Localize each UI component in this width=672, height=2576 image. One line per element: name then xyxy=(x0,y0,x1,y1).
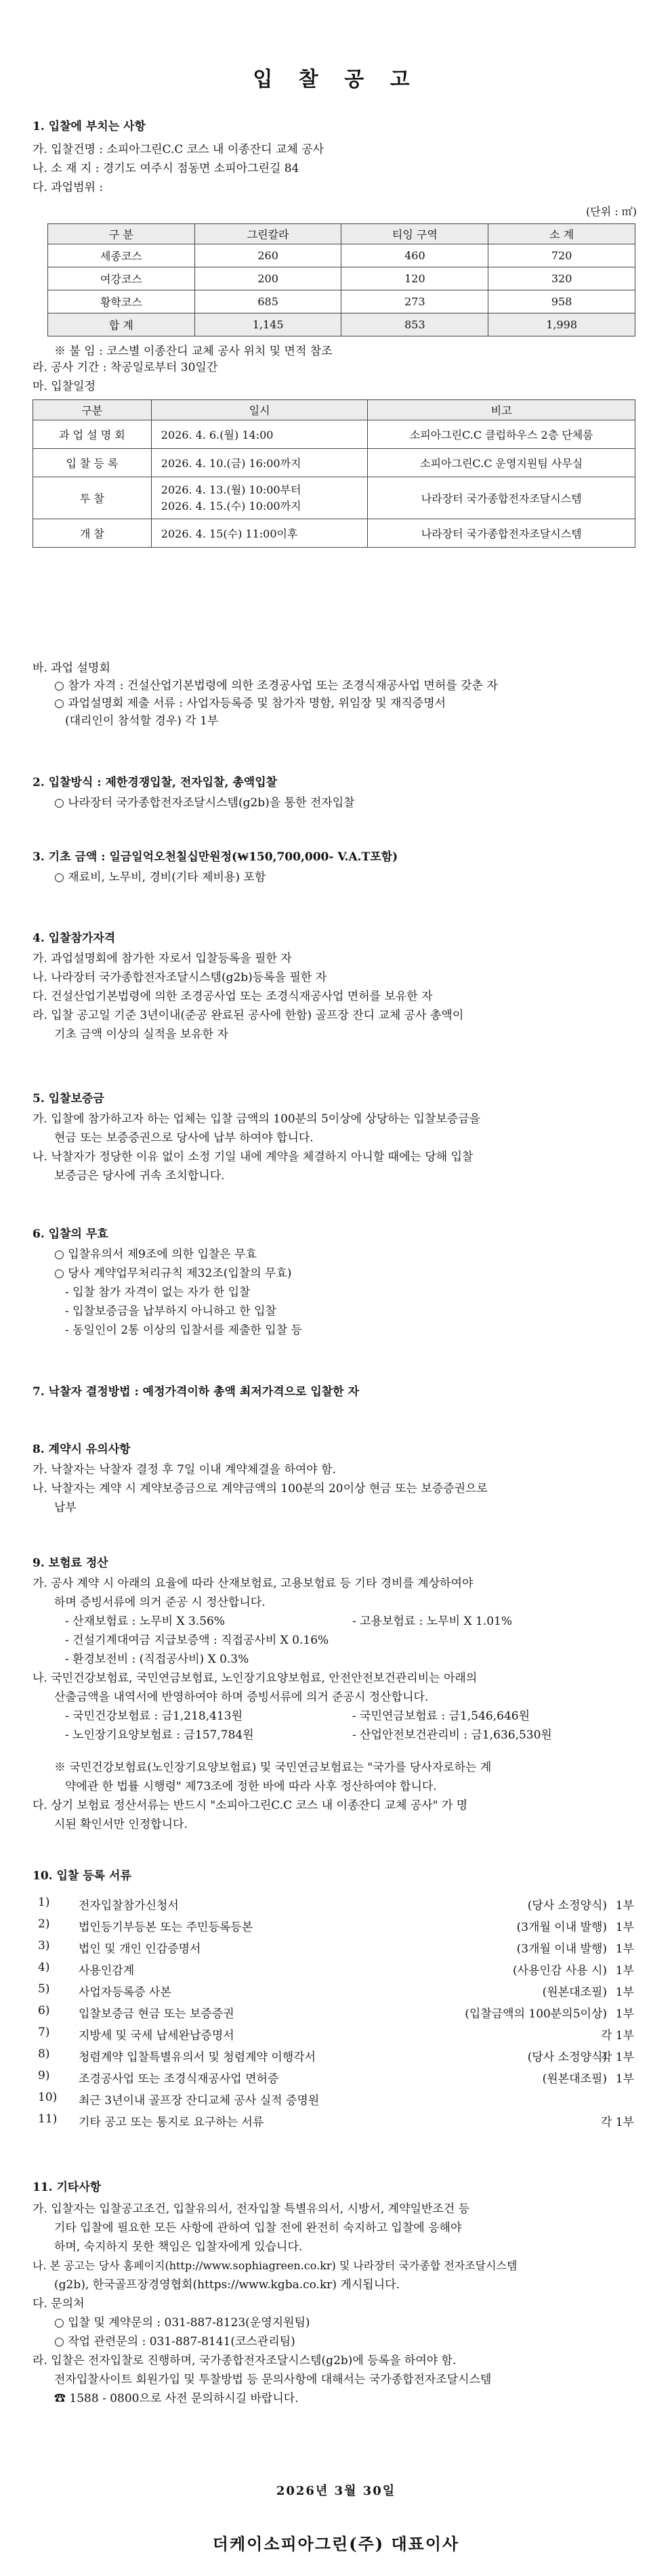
s3-a: ○ 재료비, 노무비, 경비(기타 제비용) 포함 xyxy=(54,871,266,884)
s6-c: - 입찰 참가 자격이 없는 자가 한 입찰 xyxy=(65,1286,251,1299)
s1-f1: ○ 참가 자격 : 건설산업기본법령에 의한 조경공사업 또는 조경식재공사업 면허를 갖춘 자 xyxy=(54,679,498,693)
s4-c: 다. 건설산업기본법령에 의한 조경공사업 또는 조경식재공사업 면허를 보유한 자 xyxy=(33,990,433,1003)
list-item-qty: 1부 xyxy=(615,1921,634,1934)
table-cell: 460 xyxy=(341,244,488,267)
table-cell xyxy=(151,477,368,519)
table-cell: 개 찰 xyxy=(33,519,152,548)
s11-d1: 라. 입찰은 전자입찰로 진행하며, 국가종합전자조달시스템(g2b)에 등록을 하여야 함. xyxy=(33,2354,457,2367)
list-item xyxy=(38,2026,648,2047)
section-1-heading: 1. 입찰에 부치는 사항 xyxy=(33,120,146,133)
list-item-qty: 1부 xyxy=(615,2007,634,2021)
list-item-qty: 1부 xyxy=(615,1942,634,1956)
table-cell: 나라장터 국가종합전자조달시스템 xyxy=(368,477,635,519)
list-item-name: 법인 및 개인 인감증명서 xyxy=(79,1942,201,1956)
table-row xyxy=(33,519,635,548)
section-2-heading: 2. 입찰방식 : 제한경쟁입찰, 전자입찰, 총액입찰 xyxy=(33,776,278,789)
table-cell: 여강코스 xyxy=(48,267,195,290)
section-9-heading: 9. 보험료 정산 xyxy=(33,1556,108,1570)
table-cell: 320 xyxy=(488,267,635,290)
schedule-header-cell: 비고 xyxy=(368,400,635,420)
list-item-note: (당사 소정양식) xyxy=(527,2051,607,2064)
s11-a1: 가. 입찰자는 입찰공고조건, 입찰유의서, 전자입찰 특별유의서, 시방서, 계약일반조건 등 xyxy=(33,2202,470,2216)
list-item xyxy=(38,2091,648,2112)
s11-d3: ☎ 1588 - 0800으로 사전 문의하시길 바랍니다. xyxy=(54,2392,299,2405)
section-11-heading: 11. 기타사항 xyxy=(33,2181,102,2194)
list-item-number: 4) xyxy=(38,1961,50,1974)
notice-date: 2026년 3월 30일 xyxy=(276,2484,396,2498)
list-item-qty: 1부 xyxy=(615,1986,634,1999)
s11-a3: 하며, 숙지하지 못한 책임은 입찰자에게 있습니다. xyxy=(54,2240,303,2254)
table-cell: 2026. 4. 6.(월) 14:00 xyxy=(151,420,368,449)
s9-r5l: - 노인장기요양보험료 : 금157,784원 xyxy=(65,1728,254,1742)
list-item-note: (입찰금액의 100분의5이상) xyxy=(465,2007,607,2021)
list-item-name: 조경공사업 또는 조경식재공사업 면허증 xyxy=(79,2072,279,2086)
s1-e: 마. 입찰일정 xyxy=(33,380,96,393)
list-item xyxy=(38,1896,648,1917)
table-cell: 합 계 xyxy=(48,313,195,336)
s1-f2: ○ 과업설명회 제출 서류 : 사업자등록증 및 참가자 명함, 위임장 및 재직증명서 xyxy=(54,697,446,710)
list-item-note: (당사 소정양식) xyxy=(527,1899,607,1913)
list-item-number: 2) xyxy=(38,1917,50,1931)
table-cell: 685 xyxy=(194,290,341,313)
s1-f3: (대리인이 참석할 경우) 각 1부 xyxy=(65,714,219,728)
list-item xyxy=(38,1961,648,1982)
s6-e: - 동일인이 2통 이상의 입찰서를 제출한 입찰 등 xyxy=(65,1324,302,1337)
list-item-name: 전자입찰참가신청서 xyxy=(79,1899,179,1913)
s9-c2: 시된 확인서만 인정합니다. xyxy=(54,1818,188,1831)
list-item xyxy=(38,1982,648,2004)
section-8-heading: 8. 계약시 유의사항 xyxy=(33,1443,131,1456)
list-item-name: 기타 공고 또는 통지로 요구하는 서류 xyxy=(79,2116,264,2129)
s6-d: - 입찰보증금을 납부하지 아니하고 한 입찰 xyxy=(65,1305,276,1318)
schedule-header-cell: 구분 xyxy=(33,400,152,420)
s8-b2: 납부 xyxy=(54,1501,77,1514)
s1-f: 바. 과업 설명회 xyxy=(33,661,110,675)
table-row xyxy=(33,449,635,477)
scope-header-cell: 티잉 구역 xyxy=(341,224,488,244)
table-cell: 2026. 4. 15(수) 11:00이후 xyxy=(151,519,368,548)
list-item-qty: 각 1부 xyxy=(600,2051,634,2064)
list-item-note: (원본대조필) xyxy=(542,1986,607,1999)
scope-header-cell: 구 분 xyxy=(48,224,195,244)
s9-a2: 하며 증빙서류에 의거 준공 시 정산합니다. xyxy=(54,1596,266,1609)
list-item-name: 사용인감계 xyxy=(79,1964,135,1978)
s11-c: 다. 문의처 xyxy=(33,2297,85,2311)
list-item-name: 입찰보증금 현금 또는 보증증권 xyxy=(79,2007,234,2021)
schedule-time-end: 2026. 4. 15.(수) 10:00까지 xyxy=(161,499,301,512)
list-item-name: 청렴계약 입찰특별유의서 및 청렴계약 이행각서 xyxy=(79,2051,316,2064)
table-cell: 958 xyxy=(488,290,635,313)
list-item-note: (사용인감 사용 시) xyxy=(512,1964,607,1978)
s9-r3: - 환경보전비 : (직접공사비) X 0.3% xyxy=(65,1653,249,1666)
s5-b1: 나. 낙찰자가 정당한 이유 없이 소정 기일 내에 계약을 체결하지 아니할 때에는 당해 입찰 xyxy=(33,1150,474,1164)
s4-d2: 기초 금액 이상의 실적을 보유한 자 xyxy=(54,1028,228,1041)
document-list xyxy=(38,1896,648,2134)
schedule-table xyxy=(33,399,635,548)
s11-c2: ○ 작업 관련문의 : 031-887-8141(코스관리팀) xyxy=(54,2335,295,2349)
list-item xyxy=(38,1917,648,1939)
signer-name: 더케이소피아그린(주) 대표이사 xyxy=(212,2534,460,2554)
s11-a2: 기타 입찰에 필요한 모든 사항에 관하여 입찰 전에 완전히 숙지하고 입찰에 응해야 xyxy=(54,2221,462,2235)
schedule-time-start: 2026. 4. 13.(월) 10:00부터 xyxy=(161,483,301,496)
s9-b1: 나. 국민건강보험료, 국민연금보험료, 노인장기요양보험료, 안전안전보건관리비는 아래의 xyxy=(33,1672,478,1685)
table-row xyxy=(48,267,635,290)
list-item-qty: 1부 xyxy=(615,1899,634,1913)
section-7-heading: 7. 낙찰자 결정방법 : 예정가격이하 총액 최저가격으로 입찰한 자 xyxy=(33,1385,359,1399)
list-item-note: (원본대조필) xyxy=(542,2072,607,2086)
table-row xyxy=(48,290,635,313)
table-cell: 나라장터 국가종합전자조달시스템 xyxy=(368,519,635,548)
s11-b2: (g2b), 한국골프장경영협회(https://www.kgba.co.kr) 게시됩니다. xyxy=(54,2278,400,2292)
table-cell: 투 찰 xyxy=(33,477,152,519)
list-item-number: 7) xyxy=(38,2026,50,2039)
list-item-number: 5) xyxy=(38,1982,50,1996)
list-item xyxy=(38,1939,648,1961)
s1-a: 가. 입찰건명 : 소피아그린C.C 코스 내 이종잔디 교체 공사 xyxy=(33,143,324,156)
list-item-qty: 1부 xyxy=(615,1964,634,1978)
list-item-number: 8) xyxy=(38,2047,50,2061)
list-item-name: 최근 3년이내 골프장 잔디교체 공사 실적 증명원 xyxy=(79,2094,320,2108)
list-item-name: 법인등기부등본 또는 주민등록등본 xyxy=(79,1921,253,1934)
s4-a: 가. 과업설명회에 참가한 자로서 입찰등록을 필한 자 xyxy=(33,952,292,965)
s5-a1: 가. 입찰에 참가하고자 하는 업체는 입찰 금액의 100분의 5이상에 상당하는 입찰보증금을 xyxy=(33,1112,481,1126)
s9-r1l: - 산재보험료 : 노무비 X 3.56% xyxy=(65,1615,225,1628)
table-cell: 소피아그린C.C 클럽하우스 2층 단체룸 xyxy=(368,420,635,449)
s5-a2: 현금 또는 보증증권으로 당사에 납부 하여야 합니다. xyxy=(54,1131,314,1145)
list-item-qty: 1부 xyxy=(615,2072,634,2086)
table-cell: 120 xyxy=(341,267,488,290)
table-cell: 입 찰 등 록 xyxy=(33,449,152,477)
table-cell: 1,145 xyxy=(194,313,341,336)
scope-table xyxy=(47,223,635,336)
unit-label: (단위 : ㎡) xyxy=(586,205,637,218)
list-item-number: 3) xyxy=(38,1939,50,1952)
s9-n1: ※ 국민건강보험료(노인장기요양보험료) 및 국민연금보험료는 "국가를 당사자로하는 계 xyxy=(54,1761,492,1774)
s9-r4l: - 국민건강보험료 : 금1,218,413원 xyxy=(65,1709,243,1723)
table-cell: 273 xyxy=(341,290,488,313)
table-cell: 세종코스 xyxy=(48,244,195,267)
list-item xyxy=(38,2047,648,2069)
s9-r5r: - 산업안전보건관리비 : 금1,636,530원 xyxy=(352,1728,552,1742)
s5-b2: 보증금은 당사에 귀속 조치합니다. xyxy=(54,1169,225,1183)
list-item xyxy=(38,2004,648,2026)
s4-d1: 라. 입찰 공고일 기준 3년이내(준공 완료된 공사에 한함) 골프장 잔디 교체 공사 총액이 xyxy=(33,1009,464,1022)
list-item-name: 지방세 및 국세 납세완납증명서 xyxy=(79,2029,234,2043)
schedule-header xyxy=(33,400,635,420)
table-cell: 260 xyxy=(194,244,341,267)
table-cell: 과 업 설 명 회 xyxy=(33,420,152,449)
table-row xyxy=(48,244,635,267)
s9-c1: 다. 상기 보험료 정산서류는 반드시 "소피아그린C.C 코스 내 이종잔디 교체 공사" 가 명 xyxy=(33,1799,468,1812)
s1-d: 라. 공사 기간 : 착공일로부터 30일간 xyxy=(33,361,218,374)
list-item-number: 10) xyxy=(38,2091,58,2104)
s1-c: 다. 과업범위 : xyxy=(33,181,104,194)
table-cell: 200 xyxy=(194,267,341,290)
s9-b2: 산출금액을 내역서에 반영하여야 하며 증빙서류에 의거 준공시 정산합니다. xyxy=(54,1690,429,1704)
s9-n2: 약에관 한 법률 시행령" 제73조에 정한 바에 따라 사후 정산하여야 합니다. xyxy=(65,1780,437,1793)
table-cell: 720 xyxy=(488,244,635,267)
section-5-heading: 5. 입찰보증금 xyxy=(33,1092,104,1106)
list-item-number: 9) xyxy=(38,2069,50,2082)
list-item xyxy=(38,2112,648,2134)
s6-b: ○ 당사 계약업무처리규칙 제32조(입찰의 무효) xyxy=(54,1267,292,1280)
section-4-heading: 4. 입찰참가자격 xyxy=(33,932,116,945)
s9-a1: 가. 공사 계약 시 아래의 요율에 따라 산재보험료, 고용보험료 등 기타 경비를 계상하여야 xyxy=(33,1577,474,1590)
s8-b1: 나. 낙찰자는 계약 시 계약보증금으로 계약금액의 100분의 20이상 현금 또는 보증증권으로 xyxy=(33,1482,488,1496)
s1-b: 나. 소 재 지 : 경기도 여주시 점동면 소피아그린길 84 xyxy=(33,162,299,175)
table-row xyxy=(33,420,635,449)
s6-a: ○ 입찰유의서 제9조에 의한 입찰은 무효 xyxy=(54,1248,257,1261)
page-title: 입 찰 공 고 xyxy=(253,68,419,91)
list-item-number: 11) xyxy=(38,2112,58,2126)
section-10-heading: 10. 입찰 등록 서류 xyxy=(33,1869,131,1883)
list-item-name: 사업자등록증 사본 xyxy=(79,1986,171,1999)
table-cell: 1,998 xyxy=(488,313,635,336)
s9-r4r: - 국민연금보험료 : 금1,546,646원 xyxy=(352,1709,530,1723)
s1-note: ※ 불 임 : 코스별 이종잔디 교체 공사 위치 및 면적 참조 xyxy=(54,345,333,358)
list-item-note: (3개월 이내 발행) xyxy=(516,1942,607,1956)
table-cell: 소피아그린C.C 운영지원팀 사무실 xyxy=(368,449,635,477)
list-item-number: 6) xyxy=(38,2004,50,2017)
list-item-note: (3개월 이내 발행) xyxy=(516,1921,607,1934)
table-cell: 황학코스 xyxy=(48,290,195,313)
section-6-heading: 6. 입찰의 무효 xyxy=(33,1227,108,1241)
s8-a: 가. 낙찰자는 낙찰자 결정 후 7일 이내 계약체결을 하여야 함. xyxy=(33,1463,336,1477)
s11-c1: ○ 입찰 및 계약문의 : 031-887-8123(운영지원팀) xyxy=(54,2316,310,2330)
list-item-qty: 각 1부 xyxy=(600,2116,634,2129)
scope-table-header xyxy=(48,224,635,244)
schedule-header-cell: 일시 xyxy=(151,400,368,420)
scope-header-cell: 소 계 xyxy=(488,224,635,244)
list-item xyxy=(38,2069,648,2091)
s11-d2: 전자입찰사이트 회원가입 및 투찰방법 등 문의사항에 대해서는 국가종합전자조달시스템 xyxy=(54,2373,492,2386)
s11-b1: 나. 본 공고는 당사 홈페이지(http://www.sophiagreen.co.kr) 및 나라장터 국가종합 전자조달시스템 xyxy=(33,2259,518,2272)
s2-a: ○ 나라장터 국가종합전자조달시스템(g2b)을 통한 전자입찰 xyxy=(54,796,355,810)
list-item-number: 1) xyxy=(38,1896,50,1909)
table-row xyxy=(33,477,635,519)
table-cell: 853 xyxy=(341,313,488,336)
table-total-row xyxy=(48,313,635,336)
s9-r2: - 건설기계대여금 지급보증액 : 직접공사비 X 0.16% xyxy=(65,1634,329,1647)
s9-r1r: - 고용보험료 : 노무비 X 1.01% xyxy=(352,1615,512,1628)
section-3-heading: 3. 기초 금액 : 일금일억오천칠십만원정(₩150,700,000- V.A.T포함) xyxy=(33,850,398,864)
table-cell: 2026. 4. 10.(금) 16:00까지 xyxy=(151,449,368,477)
scope-header-cell: 그린칼라 xyxy=(194,224,341,244)
s4-b: 나. 나라장터 국가종합전자조달시스템(g2b)등록을 필한 자 xyxy=(33,971,327,984)
list-item-qty: 각 1부 xyxy=(600,2029,634,2043)
